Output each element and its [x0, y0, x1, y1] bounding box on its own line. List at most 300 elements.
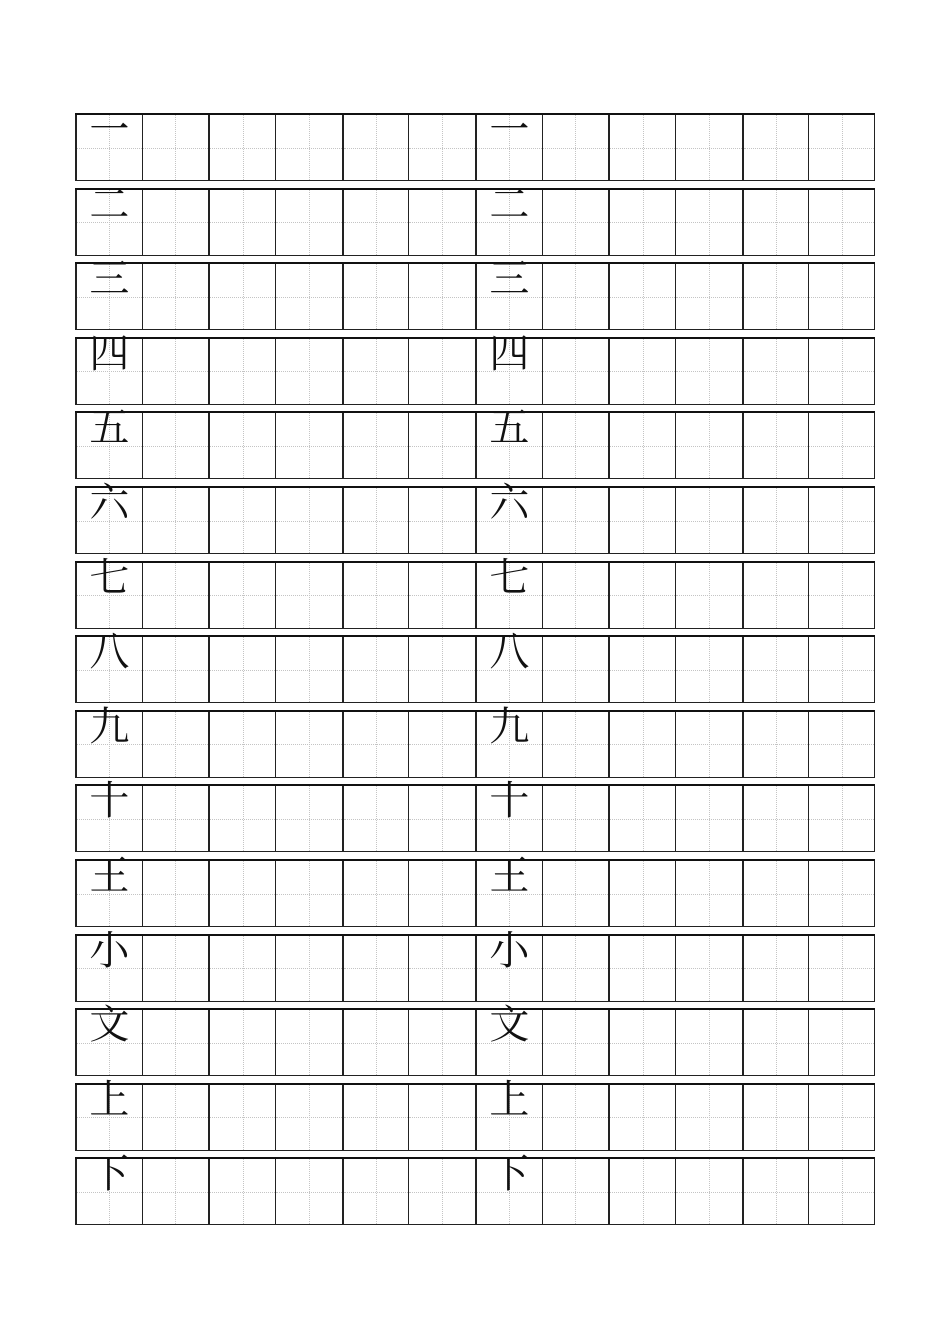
writing-cell[interactable] [75, 629, 142, 702]
guide-line-horizontal [543, 1192, 609, 1193]
guide-line-horizontal [143, 446, 209, 447]
guide-line-horizontal [676, 446, 742, 447]
writing-cell[interactable] [75, 405, 142, 478]
writing-cell[interactable] [408, 712, 475, 777]
writing-cell[interactable] [608, 413, 675, 478]
model-character: 十 [489, 778, 530, 825]
writing-cell[interactable] [542, 1085, 609, 1150]
writing-cell[interactable] [275, 637, 342, 702]
writing-cell[interactable] [408, 488, 475, 553]
model-character: 五 [489, 405, 530, 452]
guide-line-horizontal [610, 595, 675, 596]
writing-cell[interactable] [808, 712, 875, 777]
guide-line-horizontal [143, 222, 209, 223]
writing-cell[interactable] [75, 1076, 142, 1150]
guide-line-horizontal [409, 595, 475, 596]
writing-cell[interactable] [208, 1159, 275, 1224]
model-character: 四 [489, 330, 530, 377]
writing-cell[interactable] [542, 1159, 609, 1224]
guide-line-horizontal [809, 222, 874, 223]
writing-cell[interactable] [808, 115, 875, 180]
practice-row [75, 1151, 875, 1225]
writing-cell[interactable] [342, 488, 409, 553]
writing-cell[interactable] [608, 1010, 675, 1075]
writing-cell[interactable] [408, 413, 475, 478]
writing-cell[interactable] [142, 1159, 209, 1224]
writing-cell[interactable] [275, 264, 342, 329]
writing-cell[interactable] [142, 936, 209, 1001]
writing-cell[interactable] [475, 480, 542, 553]
writing-cell[interactable] [142, 115, 209, 180]
writing-cell[interactable] [408, 861, 475, 926]
guide-line-horizontal [543, 744, 609, 745]
writing-cell[interactable] [275, 1159, 342, 1224]
guide-line-horizontal [210, 595, 275, 596]
model-character: 小 [489, 927, 530, 974]
writing-cell[interactable] [675, 563, 742, 628]
writing-cell[interactable] [742, 637, 809, 702]
writing-cell[interactable] [675, 1159, 742, 1224]
guide-line-horizontal [676, 222, 742, 223]
guide-line-horizontal [744, 222, 809, 223]
writing-cell[interactable] [342, 339, 409, 404]
guide-line-horizontal [676, 968, 742, 969]
guide-line-horizontal [744, 894, 809, 895]
model-character: 七 [489, 554, 530, 601]
guide-line-horizontal [543, 595, 609, 596]
writing-cell[interactable] [675, 190, 742, 255]
writing-cell[interactable] [808, 1010, 875, 1075]
writing-cell[interactable] [142, 861, 209, 926]
guide-line-horizontal [809, 595, 874, 596]
guide-line-horizontal [809, 744, 874, 745]
guide-line-horizontal [744, 670, 809, 671]
writing-cell[interactable] [542, 1010, 609, 1075]
writing-cell[interactable] [475, 256, 542, 329]
guide-line-horizontal [210, 1192, 275, 1193]
guide-line-horizontal [276, 894, 342, 895]
writing-cell[interactable] [742, 1085, 809, 1150]
writing-cell[interactable] [208, 563, 275, 628]
writing-cell[interactable] [208, 1085, 275, 1150]
writing-cell[interactable] [542, 190, 609, 255]
writing-cell[interactable] [408, 190, 475, 255]
writing-cell[interactable] [808, 563, 875, 628]
writing-cell[interactable] [542, 264, 609, 329]
writing-cell[interactable] [608, 563, 675, 628]
writing-cell[interactable] [208, 264, 275, 329]
writing-cell[interactable] [275, 115, 342, 180]
writing-cell[interactable] [342, 1159, 409, 1224]
writing-cell[interactable] [75, 778, 142, 851]
writing-cell[interactable] [342, 712, 409, 777]
writing-cell[interactable] [808, 1085, 875, 1150]
writing-cell[interactable] [675, 786, 742, 851]
guide-line-horizontal [210, 148, 275, 149]
guide-line-horizontal [210, 297, 275, 298]
model-character: 五 [89, 405, 130, 452]
writing-cell[interactable] [675, 1085, 742, 1150]
writing-cell[interactable] [742, 712, 809, 777]
writing-cell[interactable] [742, 861, 809, 926]
writing-cell[interactable] [408, 1159, 475, 1224]
guide-line-horizontal [409, 1192, 475, 1193]
writing-cell[interactable] [808, 936, 875, 1001]
writing-cell[interactable] [142, 786, 209, 851]
writing-cell[interactable] [675, 413, 742, 478]
writing-cell[interactable] [475, 1151, 542, 1224]
writing-cell[interactable] [742, 786, 809, 851]
writing-cell[interactable] [408, 563, 475, 628]
writing-cell[interactable] [75, 256, 142, 329]
writing-cell[interactable] [408, 115, 475, 180]
guide-line-horizontal [543, 222, 609, 223]
writing-cell[interactable] [675, 115, 742, 180]
guide-line-horizontal [610, 744, 675, 745]
writing-cell[interactable] [608, 936, 675, 1001]
guide-line-horizontal [543, 297, 609, 298]
guide-line-horizontal [143, 819, 209, 820]
guide-line-horizontal [543, 446, 609, 447]
practice-row [75, 1076, 875, 1151]
writing-cell[interactable] [742, 115, 809, 180]
model-character: 三 [489, 256, 530, 303]
model-character: 三 [89, 256, 130, 303]
writing-cell[interactable] [208, 488, 275, 553]
guide-line-horizontal [143, 148, 209, 149]
guide-line-horizontal [143, 968, 209, 969]
guide-line-horizontal [210, 371, 275, 372]
writing-cell[interactable] [342, 563, 409, 628]
writing-cell[interactable] [542, 115, 609, 180]
writing-cell[interactable] [142, 488, 209, 553]
writing-cell[interactable] [475, 405, 542, 478]
writing-cell[interactable] [542, 488, 609, 553]
guide-line-horizontal [143, 1117, 209, 1118]
writing-cell[interactable] [75, 181, 142, 255]
guide-line-horizontal [809, 1192, 874, 1193]
writing-cell[interactable] [408, 264, 475, 329]
guide-line-horizontal [744, 446, 809, 447]
writing-cell[interactable] [675, 712, 742, 777]
guide-line-horizontal [210, 1117, 275, 1118]
writing-cell[interactable] [808, 1159, 875, 1224]
writing-cell[interactable] [542, 339, 609, 404]
guide-line-horizontal [344, 1117, 409, 1118]
practice-row [75, 405, 875, 479]
writing-cell[interactable] [608, 339, 675, 404]
writing-cell[interactable] [608, 1159, 675, 1224]
practice-row [75, 554, 875, 629]
guide-line-horizontal [210, 446, 275, 447]
writing-cell[interactable] [742, 1010, 809, 1075]
guide-line-horizontal [276, 521, 342, 522]
writing-cell[interactable] [342, 936, 409, 1001]
guide-line-horizontal [809, 1117, 874, 1118]
guide-line-horizontal [676, 744, 742, 745]
writing-cell[interactable] [142, 712, 209, 777]
writing-cell[interactable] [808, 861, 875, 926]
writing-cell[interactable] [342, 1010, 409, 1075]
writing-cell[interactable] [275, 563, 342, 628]
writing-cell[interactable] [742, 563, 809, 628]
guide-line-horizontal [344, 297, 409, 298]
writing-cell[interactable] [608, 264, 675, 329]
guide-line-horizontal [409, 894, 475, 895]
writing-cell[interactable] [742, 339, 809, 404]
writing-cell[interactable] [342, 190, 409, 255]
writing-cell[interactable] [275, 488, 342, 553]
writing-cell[interactable] [142, 264, 209, 329]
guide-line-horizontal [276, 222, 342, 223]
writing-cell[interactable] [608, 1085, 675, 1150]
guide-line-horizontal [143, 1192, 209, 1193]
writing-cell[interactable] [475, 107, 542, 180]
writing-cell[interactable] [475, 703, 542, 777]
guide-line-horizontal [276, 1117, 342, 1118]
writing-cell[interactable] [742, 936, 809, 1001]
guide-line-horizontal [543, 968, 609, 969]
writing-cell[interactable] [475, 629, 542, 702]
writing-cell[interactable] [142, 413, 209, 478]
model-character: 十 [89, 778, 130, 825]
writing-cell[interactable] [808, 339, 875, 404]
guide-line-horizontal [543, 1043, 609, 1044]
guide-line-horizontal [676, 1117, 742, 1118]
model-character: 四 [89, 330, 130, 377]
model-character: 王 [489, 853, 530, 899]
guide-line-horizontal [610, 521, 675, 522]
guide-line-horizontal [344, 148, 409, 149]
writing-cell[interactable] [542, 861, 609, 926]
guide-line-horizontal [676, 819, 742, 820]
guide-line-horizontal [610, 148, 675, 149]
writing-cell[interactable] [75, 703, 142, 777]
guide-line-horizontal [744, 819, 809, 820]
guide-line-horizontal [210, 968, 275, 969]
writing-cell[interactable] [275, 712, 342, 777]
writing-cell[interactable] [408, 637, 475, 702]
model-character: 下 [89, 1151, 130, 1198]
writing-cell[interactable] [208, 637, 275, 702]
model-character: 九 [89, 703, 130, 750]
writing-cell[interactable] [275, 936, 342, 1001]
guide-line-horizontal [409, 371, 475, 372]
writing-cell[interactable] [275, 339, 342, 404]
writing-cell[interactable] [142, 1010, 209, 1075]
writing-cell[interactable] [475, 1002, 542, 1075]
writing-cell[interactable] [675, 861, 742, 926]
writing-cell[interactable] [542, 637, 609, 702]
guide-line-horizontal [210, 819, 275, 820]
writing-cell[interactable] [808, 413, 875, 478]
writing-cell[interactable] [75, 480, 142, 553]
model-character: 小 [89, 927, 130, 974]
writing-cell[interactable] [608, 190, 675, 255]
writing-cell[interactable] [342, 115, 409, 180]
writing-cell[interactable] [542, 936, 609, 1001]
writing-cell[interactable] [608, 861, 675, 926]
guide-line-horizontal [344, 894, 409, 895]
writing-cell[interactable] [475, 181, 542, 255]
guide-line-horizontal [744, 148, 809, 149]
writing-cell[interactable] [675, 488, 742, 553]
writing-cell[interactable] [542, 786, 609, 851]
writing-cell[interactable] [275, 861, 342, 926]
writing-cell[interactable] [408, 339, 475, 404]
writing-cell[interactable] [808, 264, 875, 329]
writing-cell[interactable] [475, 554, 542, 628]
guide-line-horizontal [610, 894, 675, 895]
writing-cell[interactable] [742, 1159, 809, 1224]
guide-line-horizontal [809, 446, 874, 447]
writing-cell[interactable] [608, 488, 675, 553]
guide-line-horizontal [409, 297, 475, 298]
practice-row [75, 629, 875, 703]
guide-line-horizontal [409, 1117, 475, 1118]
writing-cell[interactable] [342, 264, 409, 329]
guide-line-horizontal [744, 297, 809, 298]
guide-line-horizontal [610, 670, 675, 671]
writing-cell[interactable] [475, 853, 542, 926]
writing-cell[interactable] [142, 339, 209, 404]
writing-cell[interactable] [808, 488, 875, 553]
writing-cell[interactable] [275, 1085, 342, 1150]
writing-cell[interactable] [75, 1002, 142, 1075]
writing-cell[interactable] [475, 1076, 542, 1150]
writing-cell[interactable] [342, 786, 409, 851]
writing-cell[interactable] [608, 115, 675, 180]
writing-cell[interactable] [675, 936, 742, 1001]
model-character: 一 [489, 107, 530, 153]
model-character: 六 [489, 480, 530, 526]
model-character: 上 [489, 1076, 530, 1123]
guide-line-horizontal [143, 297, 209, 298]
writing-cell[interactable] [808, 190, 875, 255]
writing-cell[interactable] [275, 190, 342, 255]
guide-line-horizontal [344, 1192, 409, 1193]
writing-cell[interactable] [75, 1151, 142, 1224]
guide-line-horizontal [276, 670, 342, 671]
guide-line-horizontal [276, 1192, 342, 1193]
guide-line-horizontal [409, 819, 475, 820]
guide-line-horizontal [676, 670, 742, 671]
writing-cell[interactable] [475, 330, 542, 404]
guide-line-horizontal [676, 595, 742, 596]
writing-cell[interactable] [608, 637, 675, 702]
writing-cell[interactable] [608, 786, 675, 851]
writing-cell[interactable] [342, 1085, 409, 1150]
writing-cell[interactable] [342, 861, 409, 926]
writing-cell[interactable] [208, 861, 275, 926]
guide-line-horizontal [276, 819, 342, 820]
guide-line-horizontal [744, 521, 809, 522]
writing-cell[interactable] [408, 786, 475, 851]
writing-cell[interactable] [675, 1010, 742, 1075]
guide-line-horizontal [409, 744, 475, 745]
writing-cell[interactable] [208, 786, 275, 851]
guide-line-horizontal [744, 595, 809, 596]
writing-cell[interactable] [142, 637, 209, 702]
writing-cell[interactable] [208, 1010, 275, 1075]
guide-line-horizontal [809, 894, 874, 895]
guide-line-horizontal [610, 1043, 675, 1044]
guide-line-horizontal [143, 670, 209, 671]
writing-cell[interactable] [208, 936, 275, 1001]
writing-cell[interactable] [75, 927, 142, 1001]
model-character: 六 [89, 480, 130, 526]
guide-line-horizontal [676, 1192, 742, 1193]
guide-line-horizontal [543, 894, 609, 895]
writing-cell[interactable] [142, 563, 209, 628]
writing-cell[interactable] [475, 778, 542, 851]
guide-line-horizontal [809, 521, 874, 522]
practice-row [75, 107, 875, 181]
writing-cell[interactable] [208, 115, 275, 180]
writing-cell[interactable] [75, 554, 142, 628]
guide-line-horizontal [344, 1043, 409, 1044]
writing-cell[interactable] [408, 1085, 475, 1150]
guide-line-horizontal [344, 371, 409, 372]
writing-cell[interactable] [342, 637, 409, 702]
model-character: 下 [489, 1151, 530, 1198]
writing-cell[interactable] [742, 413, 809, 478]
writing-cell[interactable] [808, 637, 875, 702]
writing-cell[interactable] [408, 936, 475, 1001]
writing-cell[interactable] [475, 927, 542, 1001]
writing-cell[interactable] [542, 413, 609, 478]
writing-cell[interactable] [342, 413, 409, 478]
guide-line-horizontal [210, 1043, 275, 1044]
writing-cell[interactable] [675, 264, 742, 329]
writing-cell[interactable] [542, 712, 609, 777]
practice-row [75, 778, 875, 852]
writing-cell[interactable] [675, 637, 742, 702]
guide-line-horizontal [676, 521, 742, 522]
guide-line-horizontal [744, 968, 809, 969]
writing-cell[interactable] [542, 563, 609, 628]
writing-cell[interactable] [275, 413, 342, 478]
guide-line-horizontal [143, 894, 209, 895]
writing-cell[interactable] [208, 190, 275, 255]
writing-cell[interactable] [208, 413, 275, 478]
writing-cell[interactable] [208, 712, 275, 777]
writing-cell[interactable] [208, 339, 275, 404]
guide-line-horizontal [543, 819, 609, 820]
writing-cell[interactable] [675, 339, 742, 404]
writing-cell[interactable] [75, 853, 142, 926]
guide-line-horizontal [276, 446, 342, 447]
writing-cell[interactable] [75, 107, 142, 180]
writing-cell[interactable] [742, 488, 809, 553]
guide-line-horizontal [276, 148, 342, 149]
writing-cell[interactable] [608, 712, 675, 777]
writing-cell[interactable] [742, 264, 809, 329]
guide-line-horizontal [744, 744, 809, 745]
writing-cell[interactable] [75, 330, 142, 404]
writing-cell[interactable] [742, 190, 809, 255]
writing-cell[interactable] [275, 1010, 342, 1075]
guide-line-horizontal [809, 148, 874, 149]
writing-cell[interactable] [142, 1085, 209, 1150]
writing-cell[interactable] [275, 786, 342, 851]
writing-cell[interactable] [808, 786, 875, 851]
guide-line-horizontal [543, 148, 609, 149]
practice-row [75, 181, 875, 256]
writing-cell[interactable] [408, 1010, 475, 1075]
guide-line-horizontal [543, 1117, 609, 1118]
writing-cell[interactable] [142, 190, 209, 255]
